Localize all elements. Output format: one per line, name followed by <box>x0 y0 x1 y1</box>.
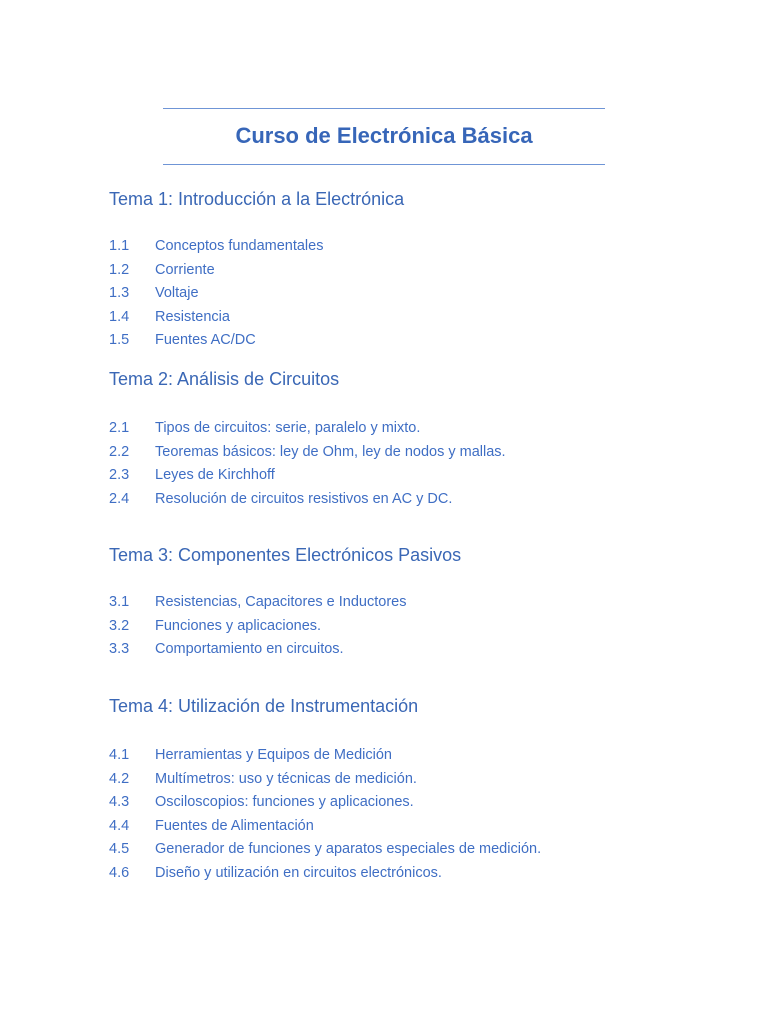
item-text: Comportamiento en circuitos. <box>155 641 344 657</box>
section-tema-4 <box>109 694 729 885</box>
list-item <box>109 791 729 815</box>
item-number: 2.3 <box>109 467 130 483</box>
section-heading: Tema 4: Utilización de Instrumentación <box>109 696 419 716</box>
section-heading: Tema 1: Introducción a la Electrónica <box>109 189 405 209</box>
item-number: 3.3 <box>109 641 130 657</box>
item-number: 4.5 <box>109 841 130 857</box>
list-item <box>109 329 729 353</box>
item-number: 3.2 <box>109 617 130 634</box>
item-number: 2.2 <box>109 443 130 460</box>
item-text: Teoremas básicos: ley de Ohm, ley de nodos y mallas. <box>155 443 506 460</box>
item-number: 4.6 <box>109 864 130 881</box>
item-number: 4.1 <box>109 747 130 763</box>
item-text: Herramientas y Equipos de Medición <box>155 747 392 763</box>
item-text: Fuentes AC/DC <box>155 332 256 348</box>
topic-list <box>109 591 729 662</box>
item-number: 2.1 <box>109 420 130 436</box>
item-text: Corriente <box>155 261 215 278</box>
section-tema-2 <box>109 367 729 511</box>
list-item <box>109 235 729 259</box>
list-item <box>109 615 729 639</box>
item-text: Resistencia <box>155 308 230 325</box>
item-number: 3.1 <box>109 594 130 610</box>
item-text: Leyes de Kirchhoff <box>155 467 275 483</box>
list-item <box>109 259 729 283</box>
list-item <box>109 744 729 768</box>
item-text: Diseño y utilización en circuitos electrónicos. <box>155 864 442 881</box>
item-number: 4.3 <box>109 794 130 810</box>
list-item <box>109 591 729 615</box>
item-text: Resolución de circuitos resistivos en AC y DC. <box>155 490 453 507</box>
item-number: 1.3 <box>109 285 130 301</box>
list-item <box>109 638 729 662</box>
list-item <box>109 815 729 839</box>
section-tema-1 <box>109 187 729 353</box>
list-item <box>109 464 729 488</box>
item-text: Resistencias, Capacitores e Inductores <box>155 594 407 610</box>
list-item <box>109 768 729 792</box>
list-item <box>109 417 729 441</box>
item-number: 4.2 <box>109 770 130 787</box>
document-title: Curso de Electrónica Básica <box>235 123 533 148</box>
item-text: Funciones y aplicaciones. <box>155 617 322 634</box>
item-number: 2.4 <box>109 490 130 507</box>
item-text: Conceptos fundamentales <box>155 238 324 254</box>
item-text: Osciloscopios: funciones y aplicaciones. <box>155 794 414 810</box>
section-heading: Tema 2: Análisis de Circuitos <box>109 369 340 389</box>
list-item <box>109 488 729 512</box>
item-number: 1.2 <box>109 261 130 278</box>
title-bottom-rule <box>163 164 605 165</box>
item-number: 1.1 <box>109 238 130 254</box>
item-text: Tipos de circuitos: serie, paralelo y mixto. <box>155 420 421 436</box>
item-text: Fuentes de Alimentación <box>155 817 314 834</box>
list-item <box>109 838 729 862</box>
section-heading: Tema 3: Componentes Electrónicos Pasivos <box>109 545 462 565</box>
list-item <box>109 862 729 886</box>
item-number: 4.4 <box>109 817 130 834</box>
item-text: Voltaje <box>155 285 199 301</box>
item-number: 1.4 <box>109 308 130 325</box>
title-top-rule <box>163 108 605 109</box>
list-item <box>109 282 729 306</box>
list-item <box>109 441 729 465</box>
topic-list <box>109 744 729 885</box>
section-tema-3 <box>109 543 729 662</box>
topic-list <box>109 235 729 353</box>
item-number: 1.5 <box>109 332 130 348</box>
topic-list <box>109 417 729 511</box>
item-text: Generador de funciones y aparatos especiales de medición. <box>155 841 542 857</box>
item-text: Multímetros: uso y técnicas de medición. <box>155 770 417 787</box>
list-item <box>109 306 729 330</box>
